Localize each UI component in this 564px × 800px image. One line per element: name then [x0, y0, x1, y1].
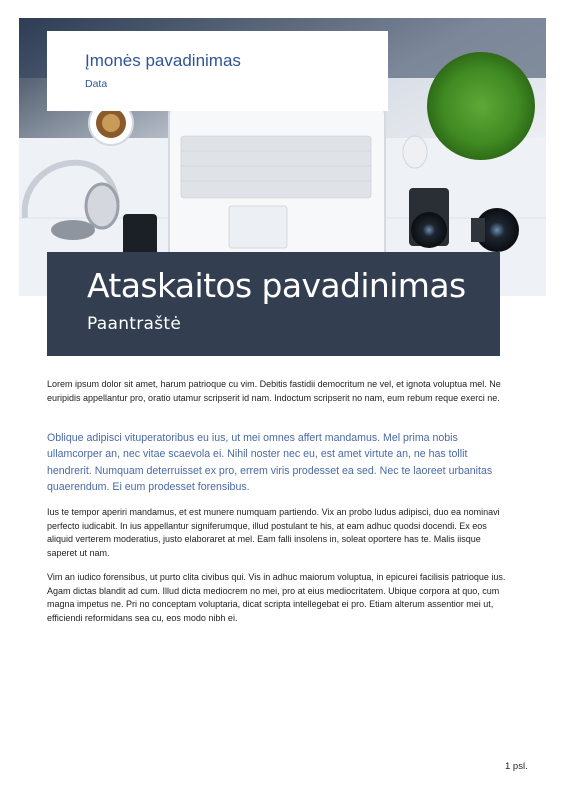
body-paragraph-2[interactable]: Ius te tempor aperiri mandamus, et est munere numquam partiendo. Vix an probo ludus adipisci, duo ea nominavi perfecto iudicabit. In ius appellantur signiferumque, illud postulant te his, at eam adhuc quodsi docendi. Ex eos aliquid verterem moderatius, justo elaboraret at mel. Eam falli insolens in, soleat oportere has te. Malis iisque saperet ut nam.	[47, 507, 500, 558]
title-banner	[47, 252, 500, 356]
page-number: 1 psl.	[505, 761, 528, 772]
body-paragraph-3[interactable]: Vim an iudico forensibus, ut purto clita civibus qui. Vis in adhuc maiorum voluptua, in epicurei facilisis patrioque ius. Agam dictas blandit ad cum. Illud dicta mediocrem no mei, pro at eius mediocritatem. Ubique corpora at quo, cum magna impetus ne. Pri no conceptam voluptaria, dicat scripta intellegebat ei pro. Etiam alterum assentior mei ut, efficiendi reformidans sea cu, eos modo nibh ei.	[47, 572, 506, 623]
date-field[interactable]: Data	[85, 78, 108, 90]
company-header-box	[47, 31, 388, 111]
company-name[interactable]: Įmonės pavadinimas	[85, 51, 241, 70]
report-title[interactable]: Ataskaitos pavadinimas	[87, 266, 466, 305]
pull-quote[interactable]: Oblique adipisci vituperatoribus eu ius, ut mei omnes affert mandamus. Mel prima nobis ullamcorper an, nec vitae scaevola ei. Nihil noster nec eu, est amet virtute an, ne has tollit hendrerit. Numquam deterruisset ex pro, errem viris prodesset ea sed. Nec te laoreet urbanitas quaerendum. Ei eum prodesset forensibus.	[47, 432, 493, 493]
report-subtitle[interactable]: Paantraštė	[87, 314, 182, 334]
body-paragraph-1[interactable]: Lorem ipsum dolor sit amet, harum patrioque cu vim. Debitis fastidii democritum ne vel, et ignota voluptua mel. Ne euripidis appellantur pro, oratio utamur scripserit id nam. Indoctum scripserit no nam, eum rebum reque exerci ne.	[47, 379, 501, 403]
